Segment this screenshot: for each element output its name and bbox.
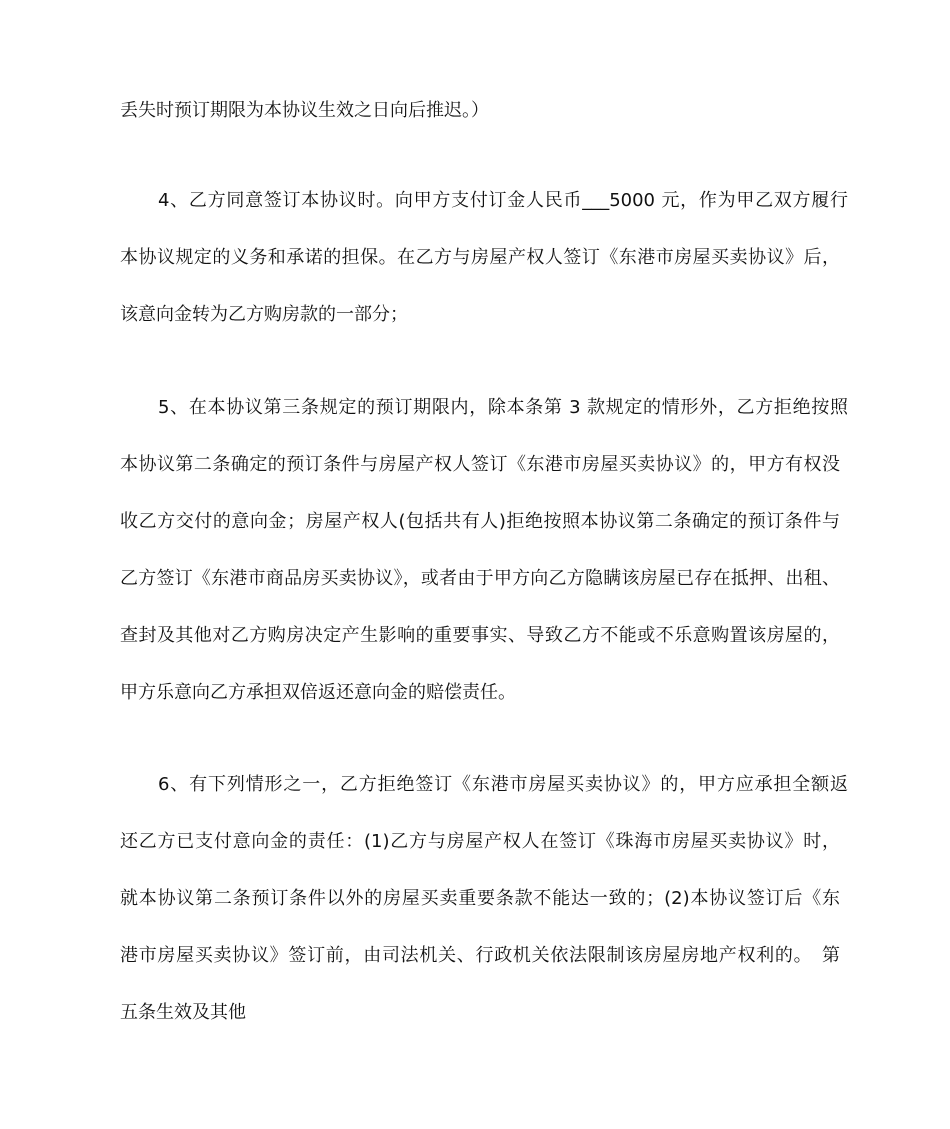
- text-line: 乙方签订《东港市商品房买卖协议》，或者由于甲方向乙方隐瞒该房屋已存在抵押、出租、: [120, 568, 840, 589]
- text-line: 4、乙方同意签订本协议时。向甲方支付订金人民币___5000 元，作为甲乙双方履行: [158, 190, 848, 211]
- text-line: 本协议第二条确定的预订条件与房屋产权人签订《东港市房屋买卖协议》的，甲方有权没: [120, 454, 840, 475]
- text-line: 本协议规定的义务和承诺的担保。在乙方与房屋产权人签订《东港市房屋买卖协议》后，: [120, 247, 840, 268]
- text-line: 6、有下列情形之一，乙方拒绝签订《东港市房屋买卖协议》的，甲方应承担全额返: [158, 774, 848, 795]
- text-line: 收乙方交付的意向金；房屋产权人(包括共有人)拒绝按照本协议第二条确定的预订条件与: [120, 511, 840, 532]
- text-line: 甲方乐意向乙方承担双倍返还意向金的赔偿责任。: [120, 682, 516, 703]
- text-line: 该意向金转为乙方购房款的一部分；: [120, 304, 408, 325]
- text-line: 查封及其他对乙方购房决定产生影响的重要事实、导致乙方不能或不乐意购置该房屋的，: [120, 625, 840, 646]
- text-line: 就本协议第二条预订条件以外的房屋买卖重要条款不能达一致的；(2)本协议签订后《东: [120, 888, 840, 909]
- text-line: 5、在本协议第三条规定的预订期限内，除本条第 3 款规定的情形外，乙方拒绝按照: [158, 397, 848, 418]
- text-line: 五条生效及其他: [120, 1002, 246, 1023]
- text-line: 港市房屋买卖协议》签订前，由司法机关、行政机关依法限制该房屋房地产权利的。 第: [120, 945, 840, 966]
- text-line: 丢失时预订期限为本协议生效之日向后推迟。）: [120, 100, 489, 121]
- text-line: 还乙方已支付意向金的责任：(1)乙方与房屋产权人在签订《珠海市房屋买卖协议》时，: [120, 831, 840, 852]
